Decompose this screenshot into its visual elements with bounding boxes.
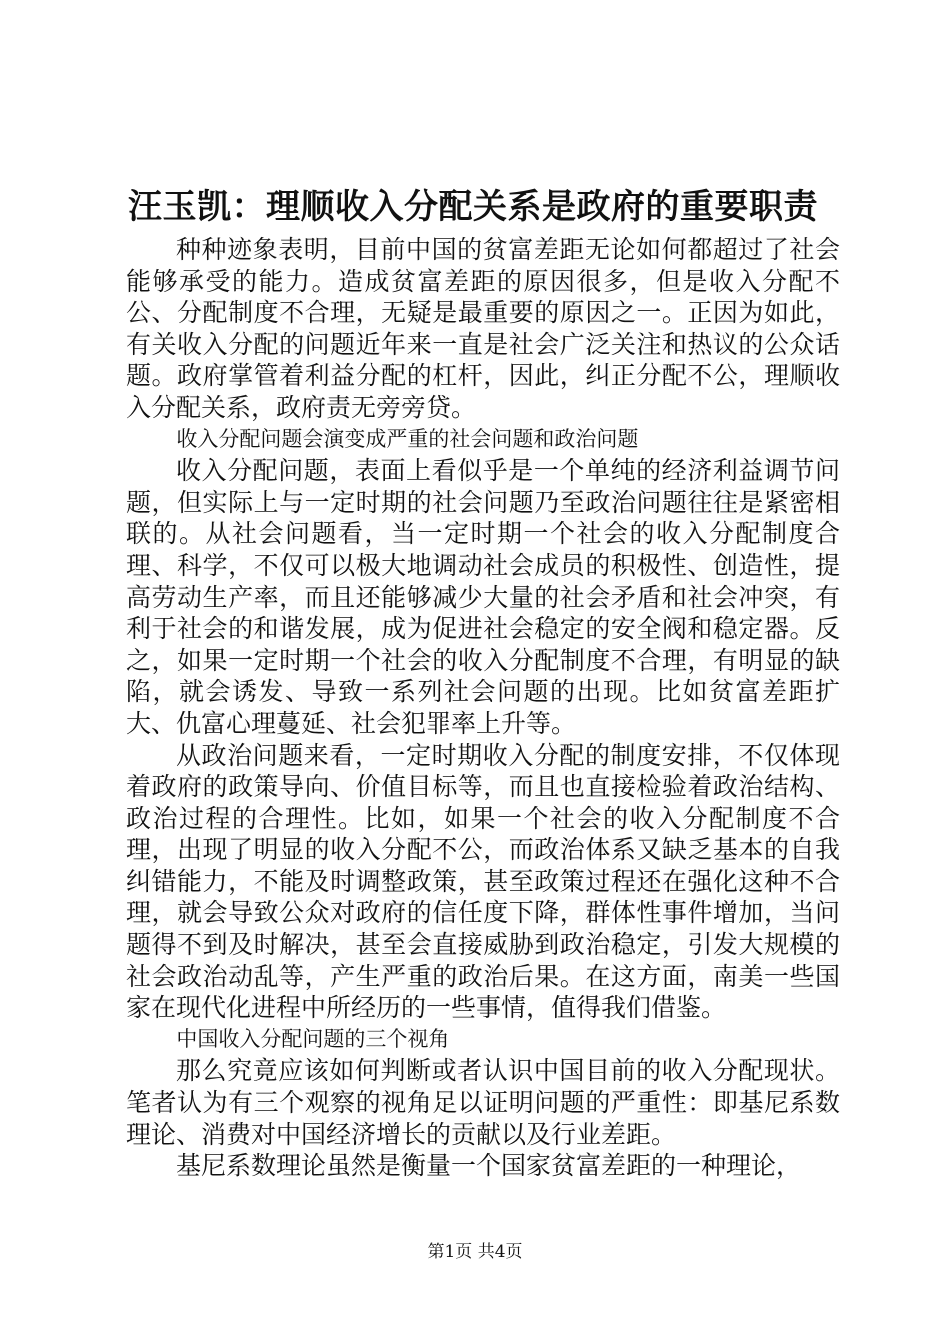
paragraph: 那么究竟应该如何判断或者认识中国目前的收入分配现状。笔者认为有三个观察的视角足以证明问题的严重性：即基尼系数理论、消费对中国经济增长的贡献以及行业差距。 — [126, 1056, 840, 1149]
paragraph: 从政治问题来看，一定时期收入分配的制度安排，不仅体现着政府的政策导向、价值目标等，而且也直接检验着政治结构、政治过程的合理性。比如，如果一个社会的收入分配制度不合理，出现了明显的收入分配不公，而政治体系又缺乏基本的自我纠错能力，不能及时调整政策，甚至政策过程还在强化这种不合理，就会导致公众对政府的信任度下降，群体性事件增加，当问题得不到及时解决，甚至会直接威胁到政治稳定，引发大规模的社会政治动乱等，产生严重的政治后果。在这方面，南美一些国家在现代化进程中所经历的一些事情，值得我们借鉴。 — [126, 740, 840, 1023]
paragraph: 种种迹象表明，目前中国的贫富差距无论如何都超过了社会能够承受的能力。造成贫富差距的原因很多，但是收入分配不公、分配制度不合理，无疑是最重要的原因之一。正因为如此，有关收入分配的问题近年来一直是社会广泛关注和热议的公众话题。政府掌管着利益分配的杠杆，因此，纠正分配不公，理顺收入分配关系，政府责无旁旁贷。 — [126, 235, 840, 422]
section-heading: 收入分配问题会演变成严重的社会问题和政治问题 — [176, 426, 639, 451]
document-body — [126, 234, 840, 1182]
paragraph: 收入分配问题，表面上看似乎是一个单纯的经济利益调节问题，但实际上与一定时期的社会问题乃至政治问题往往是紧密相联的。从社会问题看，当一定时期一个社会的收入分配制度合理、科学，不仅可以极大地调动社会成员的积极性、创造性，提高劳动生产率，而且还能够减少大量的社会矛盾和社会冲突，有利于社会的和谐发展，成为促进社会稳定的安全阀和稳定器。反之，如果一定时期一个社会的收入分配制度不合理，有明显的缺陷，就会诱发、导致一系列社会问题的出现。比如贫富差距扩大、仇富心理蔓延、社会犯罪率上升等。 — [126, 456, 840, 738]
section-heading: 中国收入分配问题的三个视角 — [176, 1026, 450, 1051]
document-title: 汪玉凯：理顺收入分配关系是政府的重要职责 — [128, 187, 818, 227]
page-number-footer: 第1页 共4页 — [427, 1242, 523, 1262]
paragraph: 基尼系数理论虽然是衡量一个国家贫富差距的一种理论， — [176, 1151, 802, 1181]
